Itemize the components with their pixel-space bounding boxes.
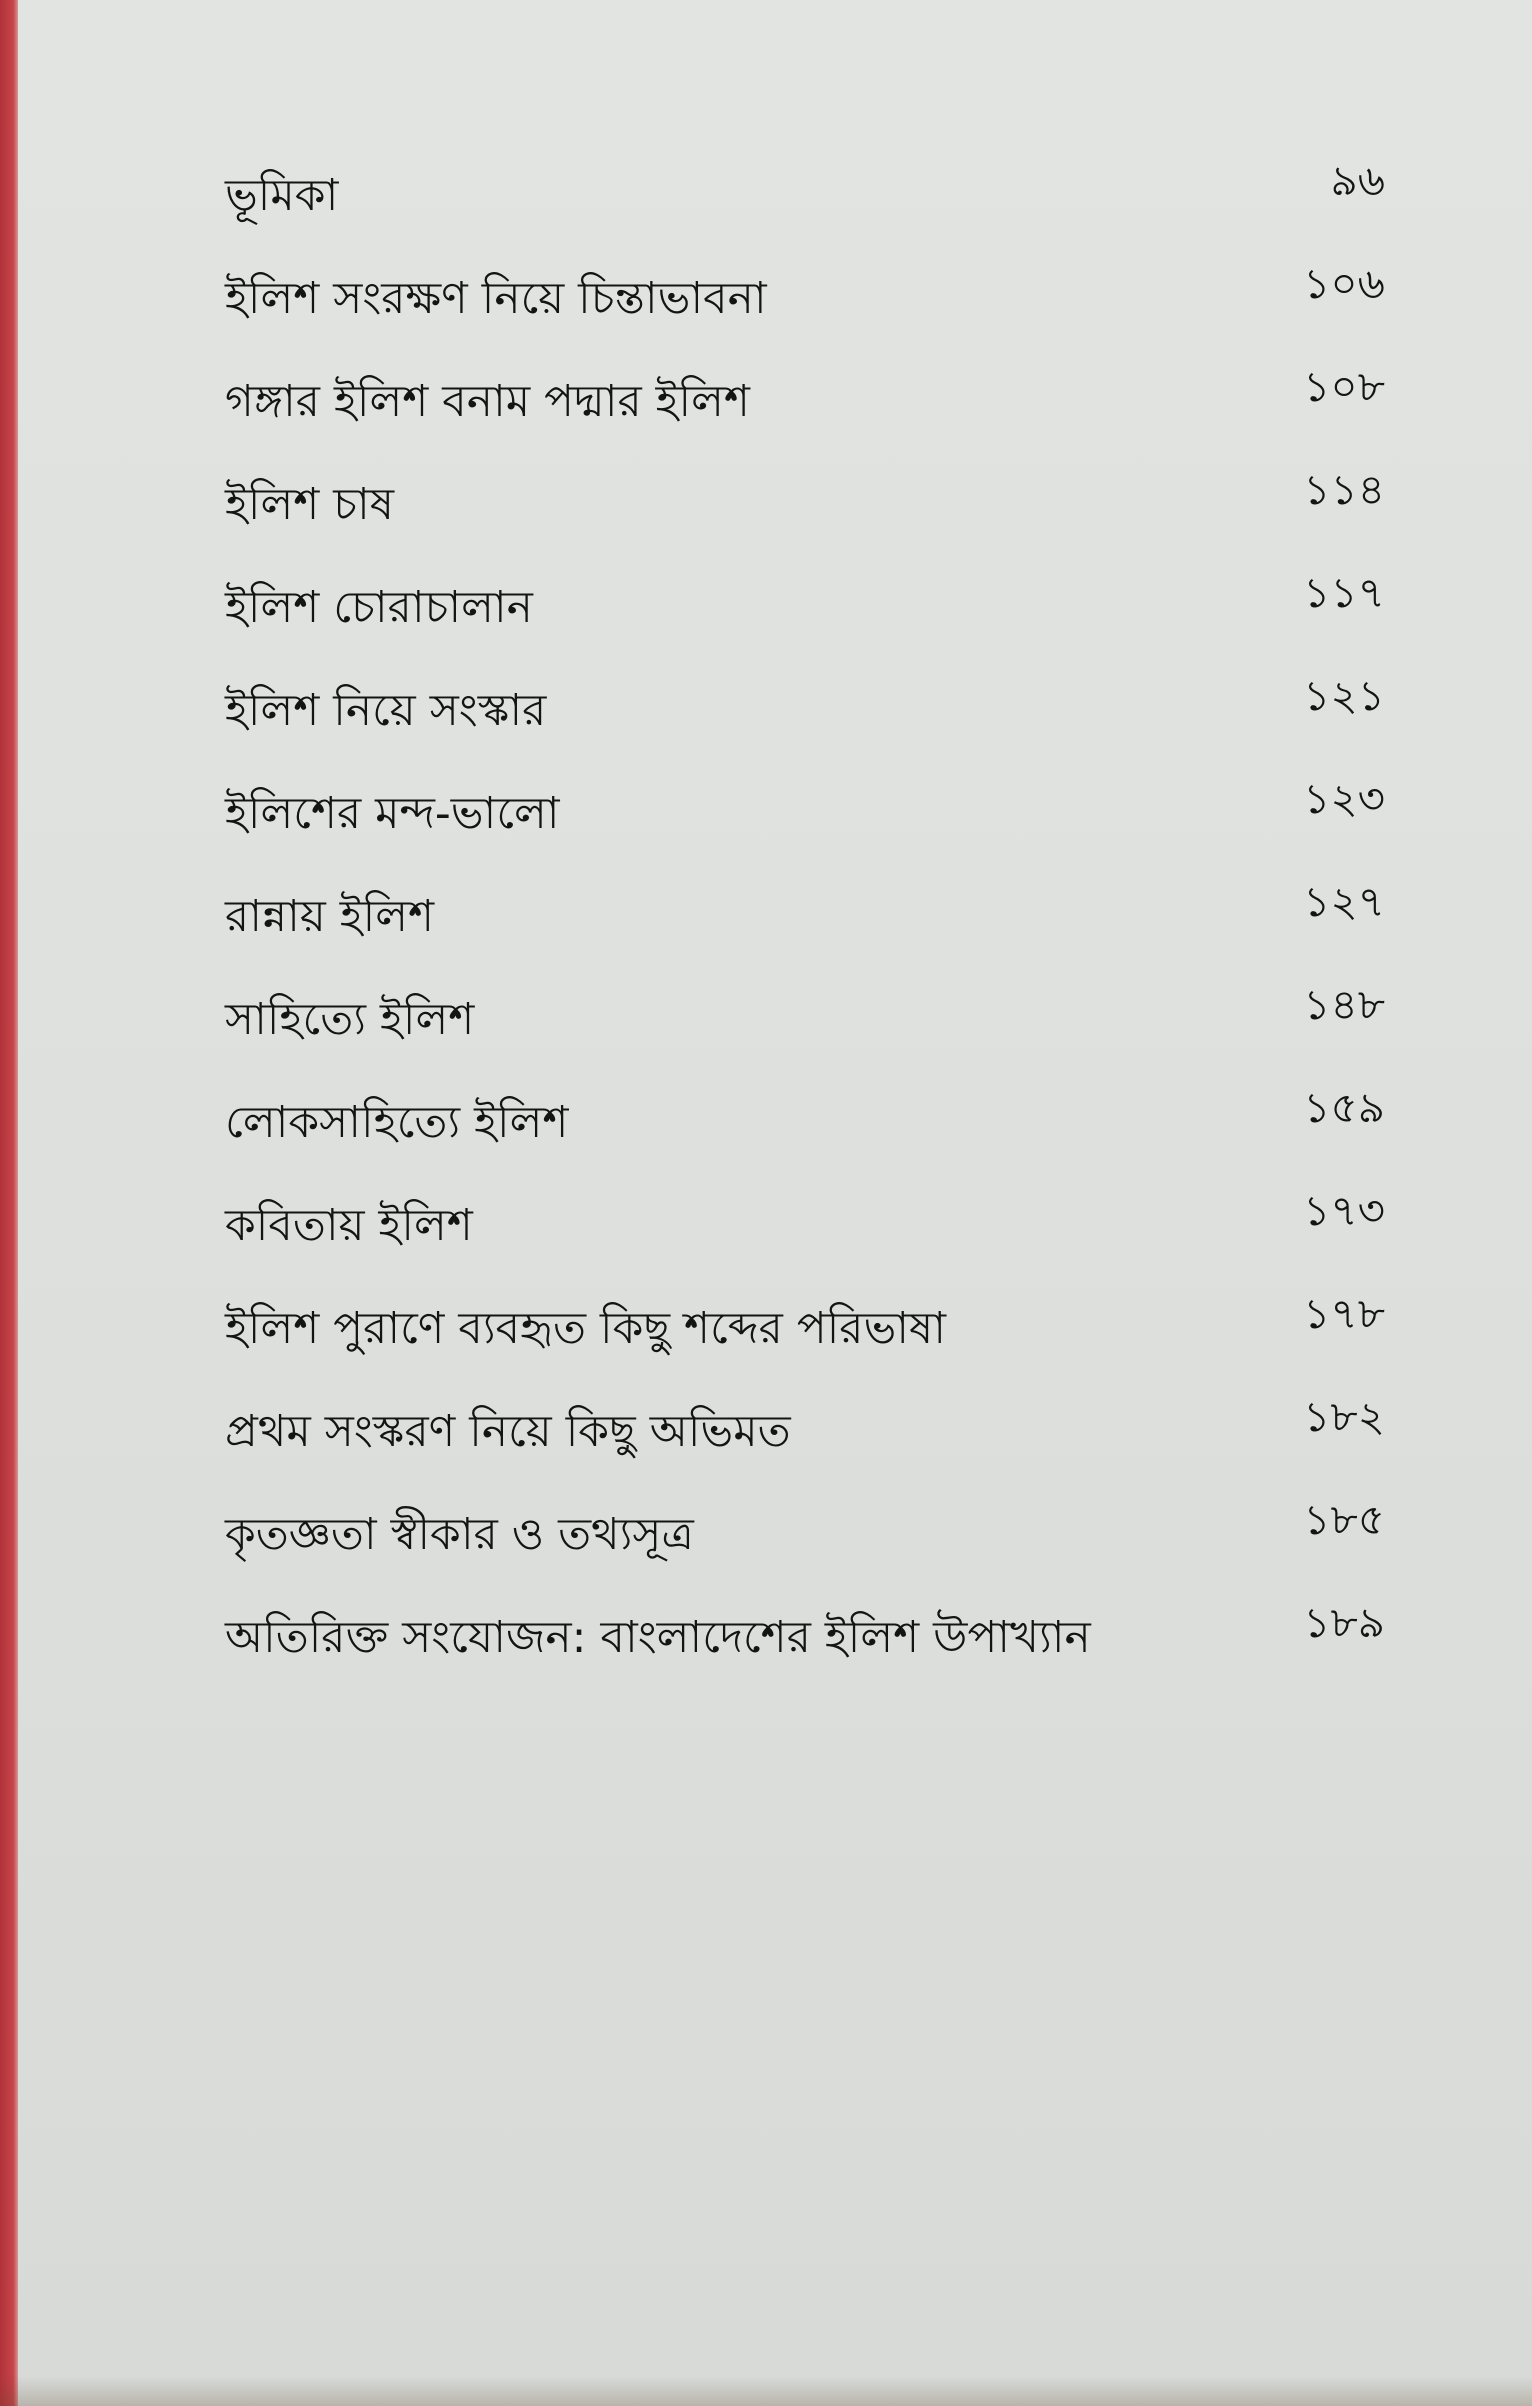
toc-entry-page-number: ১০৮ [1303,362,1385,411]
toc-entry [225,1077,1385,1180]
page-bottom-shadow [0,2376,1532,2406]
toc-entry-title: ইলিশ সংরক্ষণ নিয়ে চিন্তাভাবনা [225,273,767,324]
toc-entry-page-number: ১২১ [1303,671,1385,720]
toc-entry-page-number: ১৮৯ [1303,1598,1385,1647]
toc-entry-title: ভূমিকা [225,170,339,221]
toc-entry [225,562,1385,665]
toc-entry [225,768,1385,871]
toc-entry-page-number: ১১৪ [1303,465,1385,514]
toc-entry [225,150,1385,253]
toc-entry-title: ইলিশ চাষ [225,479,395,530]
toc-entry-title: কৃতজ্ঞতা স্বীকার ও তথ্যসূত্র [225,1509,694,1560]
toc-entry [225,253,1385,356]
toc-entry-title: গঙ্গার ইলিশ বনাম পদ্মার ইলিশ [225,376,750,427]
toc-entry-title: ইলিশ পুরাণে ব্যবহৃত কিছু শব্দের পরিভাষা [225,1303,947,1354]
toc-entry [225,871,1385,974]
toc-entry-title: ইলিশ চোরাচালান [225,582,533,633]
toc-entry-title: প্রথম সংস্করণ নিয়ে কিছু অভিমত [225,1406,791,1457]
toc-entry [225,356,1385,459]
toc-entry [225,1489,1385,1592]
toc-entry-page-number: ৯৬ [1330,156,1385,205]
toc-entry-title: ইলিশের মন্দ-ভালো [225,788,560,839]
toc-entry [225,665,1385,768]
toc-entry [225,1180,1385,1283]
toc-entry-title: কবিতায় ইলিশ [225,1200,473,1251]
toc-entry-title: লোকসাহিত্যে ইলিশ [225,1097,569,1148]
table-of-contents [225,150,1385,1695]
toc-entry-page-number: ১১৭ [1303,568,1385,617]
toc-entry-page-number: ১০৬ [1303,259,1385,308]
toc-entry-title: সাহিত্যে ইলিশ [225,994,475,1045]
toc-entry-title: ইলিশ নিয়ে সংস্কার [225,685,547,736]
toc-entry [225,459,1385,562]
toc-entry-page-number: ১৮৫ [1303,1495,1385,1544]
toc-entry-page-number: ১৮২ [1303,1392,1385,1441]
toc-entry-title: রান্নায় ইলিশ [225,891,435,942]
toc-entry-title: অতিরিক্ত সংযোজন: বাংলাদেশের ইলিশ উপাখ্যান [225,1612,1091,1663]
toc-entry-page-number: ১৫৯ [1303,1083,1385,1132]
toc-entry-page-number: ১২৭ [1303,877,1385,926]
toc-entry-page-number: ১৭৮ [1303,1289,1385,1338]
toc-entry-page-number: ১৭৩ [1303,1186,1385,1235]
toc-entry [225,1592,1385,1695]
toc-entry-page-number: ১২৩ [1303,774,1385,823]
toc-entry [225,974,1385,1077]
toc-entry-page-number: ১৪৮ [1303,980,1385,1029]
toc-entry [225,1283,1385,1386]
toc-entry [225,1386,1385,1489]
